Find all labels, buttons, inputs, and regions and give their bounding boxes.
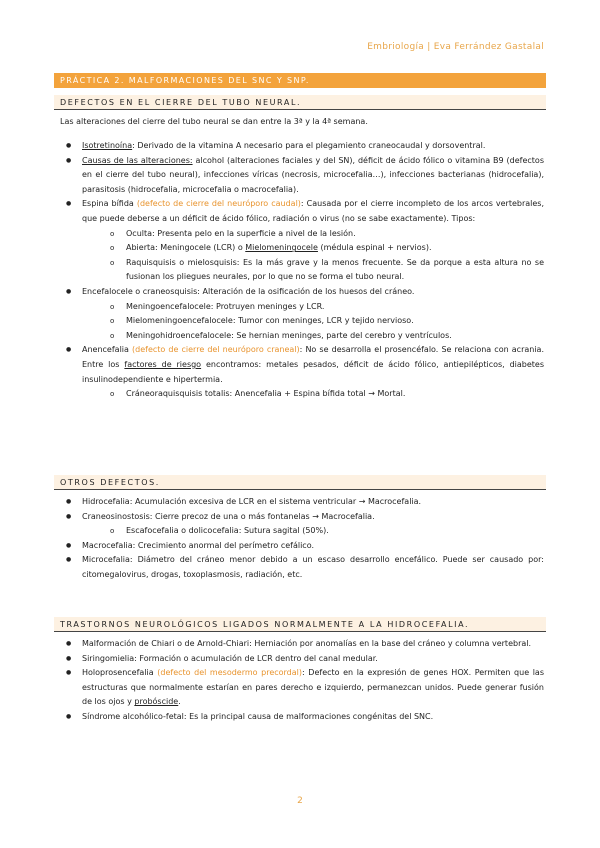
list-item: ● Síndrome alcohólico-fetal: Es la principal causa de malformaciones congénitas del SNC. [60, 710, 544, 725]
section-heading-neural-tube: DEFECTOS EN EL CIERRE DEL TUBO NEURAL. [54, 95, 546, 110]
list-item: ● Encefalocele o craneosquisis: Alteración de la osificación de los huesos del cráneo. [60, 285, 544, 300]
underlined-term: probóscide [134, 697, 179, 707]
page-number: 2 [297, 796, 303, 806]
list-item: ● Microcefalia: Diámetro del cráneo menor debido a un escaso desarrollo encefálico. Puede ser causado por: citomegalovirus, drogas, toxoplasmosis, radiación, etc. [60, 553, 544, 582]
term: Isotretinoína [82, 141, 133, 150]
item-text: encontramos: metales pesados, déficit de ácido fólico, antiepilépticos, diabetes insulinodependiente e hipertermia. [82, 359, 545, 384]
list-item: ● Siringomielia: Formación o acumulación de LCR dentro del canal medular. [60, 652, 544, 667]
list-item [60, 666, 544, 710]
neural-tube-list [60, 139, 544, 402]
term: Holoprosencefalia [82, 668, 154, 678]
list-item: ● Macrocefalia: Crecimiento anormal del perímetro cefálico. [60, 539, 544, 554]
list-item: ● Craneosinostosis: Cierre precoz de una o más fontanelas → Macrocefalia. [60, 510, 544, 525]
list-item [60, 154, 544, 198]
list-item [60, 139, 544, 154]
list-item: ● Hidrocefalia: Acumulación excesiva de LCR en el sistema ventricular → Macrocefalia. [60, 495, 544, 510]
sub-item: o Oculta: Presenta pelo en la superficie a nivel de la lesión. [60, 227, 544, 242]
practice-title-banner: PRÁCTICA 2. MALFORMACIONES DEL SNC Y SNP. [54, 73, 546, 88]
term: Espina bífida [82, 199, 134, 209]
list-item: ● Malformación de Chiari o de Arnold-Chiari: Herniación por anomalías en la base del cráneo y columna vertebral. [60, 637, 544, 652]
hydrocephalus-disorders-list [60, 637, 544, 725]
item-text: : Causada por el cierre incompleto de los arcos vertebrales, que puede deberse a un déficit de ácido fólico, radiación o virus (no se sabe exactamente). Tipos: [82, 199, 545, 223]
sub-item: o Raquisquisis o mielosquisis: Es la más grave y la menos frecuente. Se da porque a esta altura no se fusionan los pliegues neurales, por lo que no se forma el tubo neural. [60, 256, 544, 285]
sub-item: o Meningohidroencefalocele: Se hernian meninges, parte del cerebro y ventrículos. [60, 329, 544, 344]
list-item [60, 197, 544, 226]
highlight-note: (defecto de cierre del neuróporo craneal) [128, 345, 300, 355]
sub-item: o Mielomeningoencefalocele: Tumor con meninges, LCR y tejido nervioso. [60, 314, 544, 329]
section-heading-other-defects: OTROS DEFECTOS. [54, 475, 546, 490]
header-author: Embriología | Eva Ferrández Gastalal [367, 42, 544, 52]
sub-item [60, 241, 544, 256]
other-defects-list [60, 495, 544, 583]
item-text: : Derivado de la vitamina A necesario para el plegamiento craneocaudal y dorsoventral. [132, 141, 486, 150]
item-text: alcohol (alteraciones faciales y del SN), déficit de ácido fólico o vitamina B9 (defectos en el cierre del tubo neural), infecciones víricas (necrosis, microcefalia…), infecciones bacterianas (hidrocefalia), parasitosis (hidrocefalia, microcefalia o macrocefalia). [82, 155, 544, 194]
term: Anencefalia [82, 345, 129, 355]
term: Causas de las alteraciones: [82, 155, 193, 165]
highlight-note: (defecto de cierre del neuróporo caudal) [133, 199, 301, 209]
highlight-note: (defecto del mesodermo precordal) [153, 668, 303, 678]
item-text: : No se desarrolla el prosencéfalo. Se relaciona con acrania. Entre los [82, 345, 544, 369]
list-item [60, 343, 544, 387]
section-intro: Las alteraciones del cierre del tubo neural se dan entre la 3ª y la 4ª semana. [60, 117, 368, 126]
sub-item: o Meningoencefalocele: Protruyen meninges y LCR. [60, 300, 544, 315]
section-heading-hydrocephalus-disorders: TRASTORNOS NEUROLÓGICOS LIGADOS NORMALMENTE A LA HIDROCEFALIA. [54, 617, 546, 632]
sub-item: o Escafocefalia o dolicocefalia: Sutura sagital (50%). [60, 524, 544, 539]
sub-text: (médula espinal + nervios). [317, 243, 432, 253]
item-text: : Defecto en la expresión de genes HOX. Permiten que las estructuras que normalmente estarían en pares derecho e izquierdo, permanezcan unidos. Puede generar fusión de los ojos y [82, 668, 544, 707]
sub-text: Abierta: Meningocele (LCR) o [126, 243, 246, 253]
sub-term: Mielomeningocele [245, 243, 318, 253]
underlined-term: factores de riesgo [124, 359, 202, 369]
sub-item: o Cráneoraquisquisis totalis: Anencefalia + Espina bífida total → Mortal. [60, 387, 544, 402]
item-text: . [178, 697, 181, 707]
